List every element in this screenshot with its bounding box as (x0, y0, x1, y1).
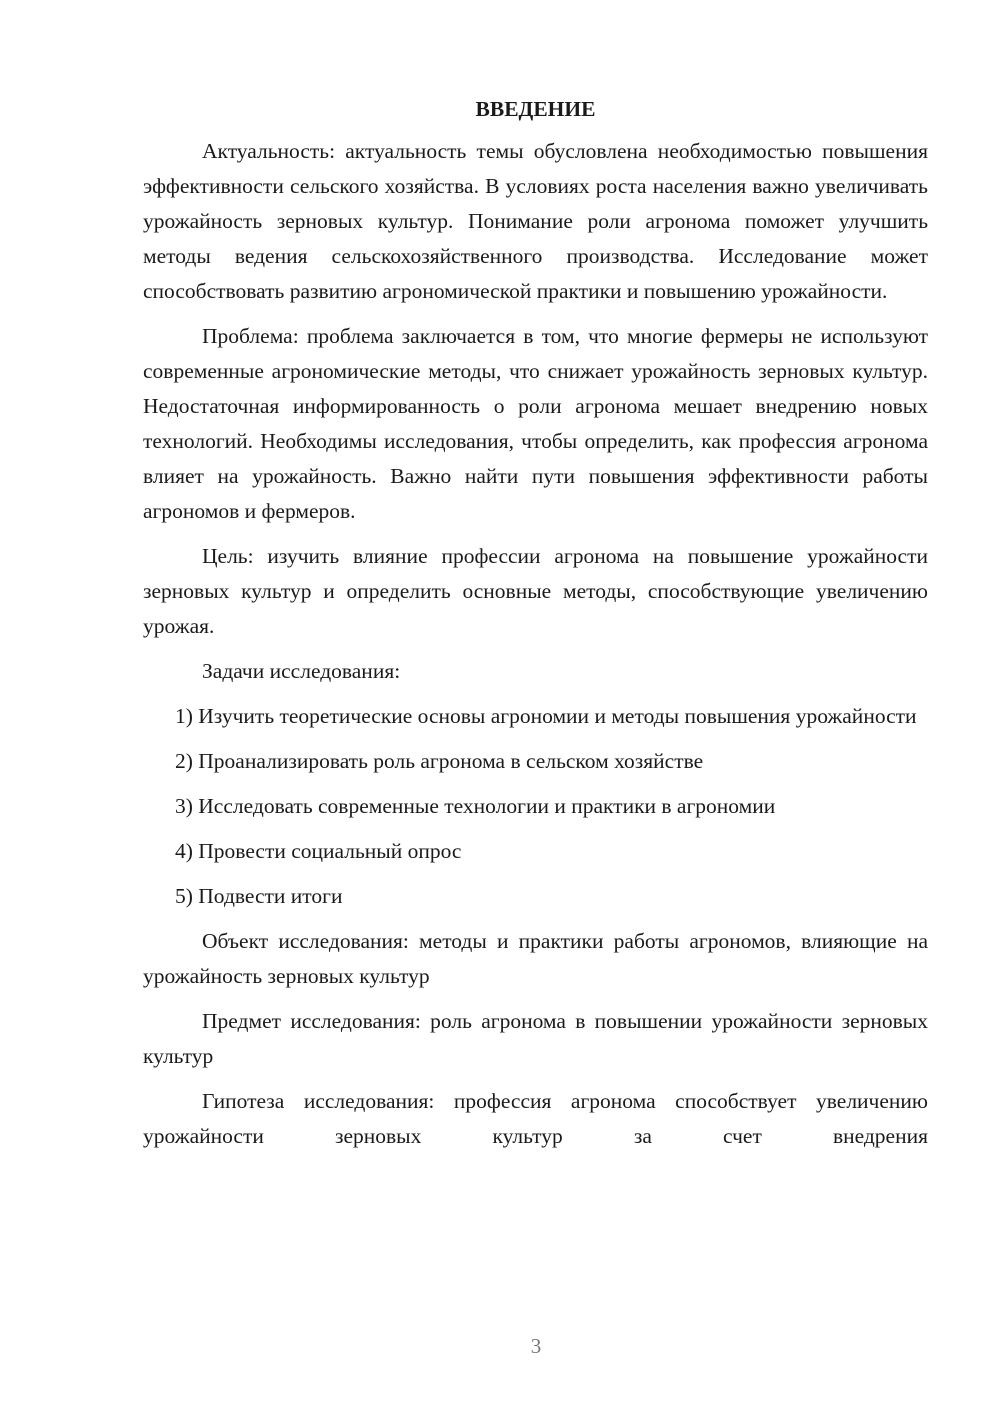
paragraph-subject: Предмет исследования: роль агронома в повышении урожайности зерновых культур (143, 1009, 928, 1068)
task-item-5: 5) Подвести итоги (175, 884, 343, 908)
task-item-1: 1) Изучить теоретические основы агрономии и методы повышения урожайности (175, 704, 917, 728)
task-item-3: 3) Исследовать современные технологии и практики в агрономии (175, 794, 776, 818)
paragraph-hypothesis: Гипотеза исследования: профессия агронома способствует увеличению урожайности зерновых культур за счет внедрения (143, 1089, 928, 1148)
paragraph-problem: Проблема: проблема заключается в том, что многие фермеры не используют современные агрономические методы, что снижает урожайность зерновых культур. Недостаточная информированность о роли агронома мешает внедрению новых технологий. Необходимы исследования, чтобы определить, как профессия агронома влияет на урожайность. Важно найти пути повышения эффективности работы агрономов и фермеров. (143, 324, 928, 523)
document-page (143, 92, 928, 1164)
tasks-title: Задачи исследования: (202, 659, 401, 683)
paragraph-goal: Цель: изучить влияние профессии агронома на повышение урожайности зерновых культур и определить основные методы, способствующие увеличению урожая. (143, 544, 928, 638)
section-heading: ВВЕДЕНИЕ (475, 97, 596, 121)
page-number: 3 (530, 1334, 542, 1358)
paragraph-object: Объект исследования: методы и практики работы агрономов, влияющие на урожайность зерновых культур (143, 929, 928, 988)
task-item-4: 4) Провести социальный опрос (175, 839, 462, 863)
task-item-2: 2) Проанализировать роль агронома в сельском хозяйстве (175, 749, 704, 773)
paragraph-relevance: Актуальность: актуальность темы обусловлена необходимостью повышения эффективности сельского хозяйства. В условиях роста населения важно увеличивать урожайность зерновых культур. Понимание роли агронома поможет улучшить методы ведения сельскохозяйственного производства. Исследование может способствовать развитию агрономической практики и повышению урожайности. (143, 139, 928, 303)
